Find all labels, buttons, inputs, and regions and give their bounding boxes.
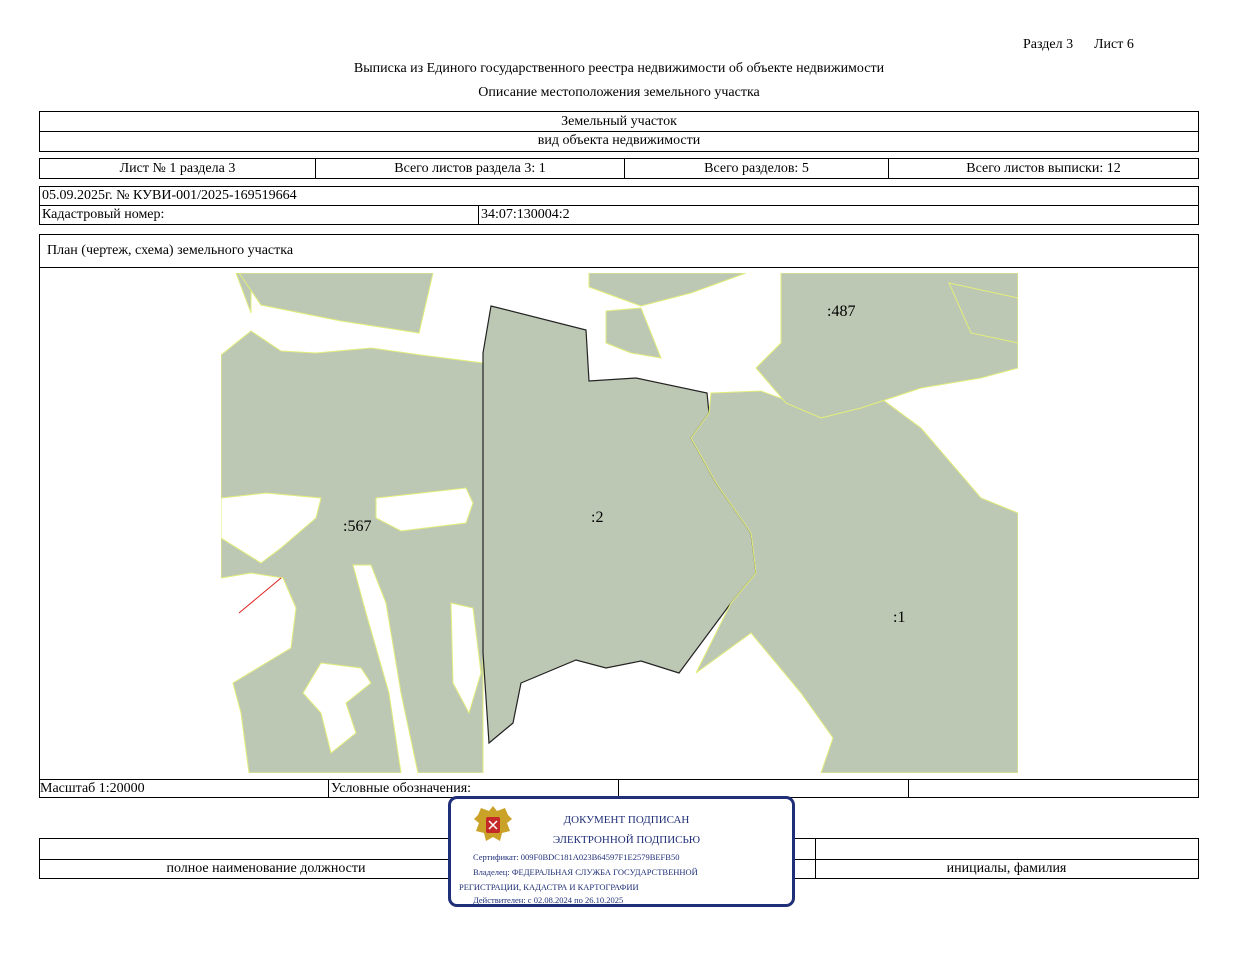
object-type: Земельный участок xyxy=(561,114,677,129)
total-sheets-extract: Всего листов выписки: 12 xyxy=(966,160,1121,176)
stamp-certificate: Сертификат: 009F0BDC181A023B64597F1E2579BEFB50 xyxy=(473,852,680,862)
signature-stamp xyxy=(448,796,795,907)
stamp-owner-2: РЕГИСТРАЦИИ, КАДАСТРА И КАРТОГРАФИИ xyxy=(459,882,639,892)
sheet-info-row xyxy=(39,158,1199,179)
name-caption: инициалы, фамилия xyxy=(946,861,1067,876)
legend-label: Условные обозначения: xyxy=(331,781,472,796)
date-number: 05.09.2025г. № КУВИ-001/2025-169519664 xyxy=(42,188,297,203)
stamp-owner-1: Владелец: ФЕДЕРАЛЬНАЯ СЛУЖБА ГОСУДАРСТВЕННОЙ xyxy=(473,867,698,877)
total-sheets-section: Всего листов раздела 3: 1 xyxy=(316,159,625,178)
label-567: :567 xyxy=(343,518,372,535)
scale: Масштаб 1:20000 xyxy=(40,781,145,796)
cadastral-map xyxy=(221,273,1018,773)
label-487: :487 xyxy=(827,303,856,320)
label-2: :2 xyxy=(591,509,604,526)
stamp-line1: ДОКУМЕНТ ПОДПИСАН xyxy=(563,814,690,826)
registration-table xyxy=(39,186,1199,225)
cadastral-label: Кадастровый номер: xyxy=(42,207,165,222)
section-label: Раздел 3 xyxy=(1023,37,1074,52)
document-subtitle: Описание местоположения земельного участка xyxy=(478,85,760,100)
position-caption: полное наименование должности xyxy=(166,861,366,876)
sheet-of-section: Лист № 1 раздела 3 xyxy=(40,159,316,178)
stamp-validity: Действителен: с 02.08.2024 по 26.10.2025 xyxy=(473,895,624,905)
label-1: :1 xyxy=(893,609,906,626)
stamp-line2: ЭЛЕКТРОННОЙ ПОДПИСЬЮ xyxy=(552,834,701,846)
object-type-table xyxy=(39,111,1199,152)
sheet-label: Лист 6 xyxy=(1094,37,1134,52)
object-type-caption: вид объекта недвижимости xyxy=(537,133,701,148)
total-sections: Всего разделов: 5 xyxy=(625,159,889,178)
document-title: Выписка из Единого государственного реестра недвижимости об объекте недвижимости xyxy=(353,61,885,76)
plan-title: План (чертеж, схема) земельного участка xyxy=(47,243,294,258)
cadastral-number: 34:07:130004:2 xyxy=(481,207,570,222)
